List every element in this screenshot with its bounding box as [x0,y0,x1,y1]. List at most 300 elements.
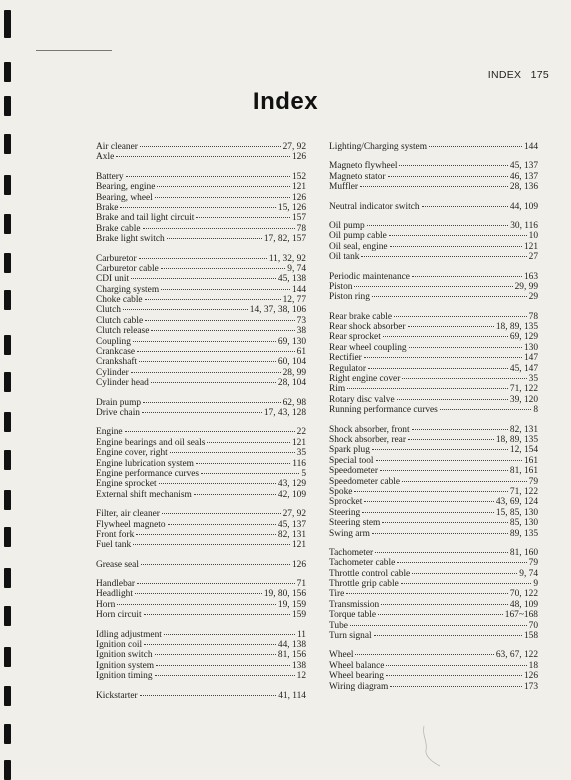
index-pages: 45, 137 [509,161,538,172]
index-pages: 27, 92 [282,509,306,520]
dot-leader [117,604,276,605]
dot-leader [136,534,276,535]
binding-ring [4,10,11,38]
dot-leader [116,156,290,157]
index-term: Running performance curves [329,405,438,416]
index-term: Sprocket [329,497,363,508]
index-term: Tire [329,589,345,600]
index-entry [329,631,538,641]
index-pages: 78 [296,223,306,234]
index-term: Axle [96,152,115,163]
index-group [96,142,306,163]
index-term: Idling adjustment [96,629,162,640]
index-term: Brake light switch [96,234,165,245]
index-term: Oil tank [329,252,360,263]
dot-leader [140,695,277,696]
index-pages: 44, 109 [509,201,538,212]
index-pages: 5 [301,468,306,479]
index-entry [96,579,306,589]
dot-leader [131,278,276,279]
index-term: Engine lubrication system [96,458,194,469]
pencil-mark [410,722,450,770]
index-entry [96,448,306,458]
dot-leader [440,409,531,410]
index-entry [96,650,306,660]
index-term: External shift mechanism [96,489,192,500]
index-term: Turn signal [329,631,372,642]
index-entry [329,529,538,539]
index-entry [329,343,538,353]
index-pages: 45, 147 [509,363,538,374]
index-pages: 70, 122 [509,589,538,600]
dot-leader [159,483,276,484]
dot-leader [137,351,295,352]
index-entry [329,466,538,476]
index-pages: 48, 109 [509,599,538,610]
index-pages: 11, 32, 92 [268,253,306,264]
dot-leader [168,524,276,525]
index-term: Lighting/Charging system [329,142,428,152]
dot-leader [372,296,527,297]
index-term: Shock absorber, rear [329,434,406,445]
dot-leader [157,186,290,187]
dot-leader [137,583,295,584]
index-term: Throttle grip cable [329,579,399,590]
index-entry [329,202,538,212]
index-entry [96,152,306,162]
page-header [482,69,549,81]
dot-leader [145,320,295,321]
index-entry [329,332,538,342]
index-entry [96,347,306,357]
dot-leader [382,522,508,523]
dot-leader [361,256,526,257]
index-term: Engine performance curves [96,468,200,479]
dot-leader [144,614,290,615]
dot-leader [408,439,494,440]
dot-leader [123,309,248,310]
binding-ring [4,490,11,510]
index-entry [329,221,538,231]
index-pages: 63, 67, 122 [495,650,538,661]
index-entry [329,569,538,579]
index-pages: 161 [523,455,538,466]
dot-leader [126,176,290,177]
index-pages: 17, 82, 157 [263,234,306,245]
index-term: Rear brake cable [329,311,392,322]
index-pages: 130 [523,342,538,353]
index-term: Steering [329,507,361,518]
binding-ring [4,62,11,82]
dot-leader [141,564,290,565]
index-entry [96,438,306,448]
index-term: Crankcase [96,347,136,358]
binding-ring [4,760,11,780]
index-term: Horn [96,599,116,610]
binding-ring [4,647,11,667]
index-pages: 121 [291,540,306,551]
index-pages: 126 [523,671,538,682]
index-entry [329,445,538,455]
dot-leader [383,336,508,337]
index-term: Ignition coil [96,640,143,651]
dot-leader [376,460,522,461]
index-entry [96,600,306,610]
index-term: Flywheel magneto [96,519,166,530]
index-pages: 126 [291,559,306,570]
index-entry [96,368,306,378]
page-number: 175 [530,69,549,81]
dot-leader [145,299,281,300]
index-pages: 8 [533,405,538,416]
dot-leader [429,146,522,147]
index-term: Periodic maintenance [329,271,410,282]
index-term: Wiring diagram [329,681,389,692]
index-entry [96,408,306,418]
index-term: Wheel [329,650,354,661]
index-term: Carburetor [96,253,137,264]
dot-leader [397,562,526,563]
index-pages: 35 [296,448,306,459]
index-term: Headlight [96,589,133,600]
dot-leader [364,501,493,502]
index-pages: 15, 85, 130 [495,507,538,518]
index-entry [329,353,538,363]
index-term: Wheel bearing [329,671,384,682]
index-term: Front fork [96,529,135,540]
page-title: Index [252,88,319,115]
index-pages: 29 [528,292,538,303]
binding-ring [4,412,11,432]
index-pages: 19, 159 [277,599,306,610]
dot-leader [133,544,290,545]
dot-leader [170,452,295,453]
index-pages: 45, 137 [277,519,306,530]
index-pages: 12 [296,671,306,682]
dot-leader [402,481,527,482]
binding-ring [4,527,11,547]
index-pages: 30, 116 [510,220,538,231]
index-pages: 9, 74 [287,263,306,274]
index-pages: 69, 130 [277,336,306,347]
index-term: Brake cable [96,223,141,234]
index-term: Drive chain [96,407,140,418]
binding-ring [4,175,11,195]
index-entry [96,398,306,408]
index-entry [329,272,538,282]
index-term: Spark plug [329,445,370,456]
index-pages: 28, 104 [277,378,306,389]
index-pages: 147 [523,353,538,364]
index-entry [329,589,538,599]
dot-leader [390,246,522,247]
index-entry [96,691,306,701]
index-term: Oil pump cable [329,231,387,242]
binding-ring [4,214,11,234]
index-entry [96,427,306,437]
index-pages: 116 [292,458,306,469]
index-entry [96,172,306,182]
index-entry [96,378,306,388]
index-pages: 158 [523,631,538,642]
index-pages: 28, 136 [509,182,538,193]
index-pages: 70 [528,620,538,631]
index-term: Choke cable [96,295,143,306]
index-term: Oil seal, engine [329,241,388,252]
dot-leader [143,228,295,229]
index-term: Ignition system [96,660,155,671]
dot-leader [354,286,512,287]
index-entry [329,172,538,182]
index-term: Brake [96,202,119,213]
index-entry [96,264,306,274]
binding-ring [4,253,11,273]
index-term: Bearing, wheel [96,192,153,203]
dot-leader [367,225,509,226]
index-pages: 62, 98 [282,397,306,408]
index-term: Carburetor cable [96,263,159,274]
index-term: Cylinder head [96,378,149,389]
dot-leader [347,388,508,389]
index-pages: 22 [296,427,306,438]
top-rule [36,50,112,51]
dot-leader [390,686,522,687]
index-pages: 18 [528,660,538,671]
dot-leader [167,238,262,239]
index-pages: 71, 122 [509,384,538,395]
spiral-binding [0,0,18,778]
index-entry [96,509,306,519]
index-pages: 19, 80, 156 [263,589,306,600]
index-entry [329,142,538,152]
index-group [96,560,306,570]
dot-leader [388,176,508,177]
index-term: Rectifier [329,353,362,364]
index-entry [329,661,538,671]
index-group [96,254,306,389]
index-entry [96,203,306,213]
dot-leader [125,431,295,432]
dot-leader [143,402,281,403]
dot-leader [394,316,527,317]
index-entry [329,364,538,374]
index-group [329,202,538,212]
index-entry [329,435,538,445]
index-term: Magneto stator [329,171,386,182]
index-term: Grease seal [96,559,139,570]
index-term: Steering stem [329,518,381,529]
index-pages: 14, 37, 38, 106 [249,305,306,316]
index-pages: 35 [528,374,538,385]
index-entry [96,224,306,234]
index-term: Swing arm [329,528,370,539]
index-entry [96,540,306,550]
index-entry [96,530,306,540]
index-group [96,398,306,419]
index-pages: 41, 114 [278,690,306,701]
index-pages: 81, 160 [509,547,538,558]
index-term: Wheel balance [329,660,385,671]
dot-leader [207,442,290,443]
index-term: Tube [329,620,348,631]
index-term: Brake and tail light circuit [96,213,195,224]
index-pages: 12, 154 [509,445,538,456]
index-entry [329,231,538,241]
index-term: Handlebar [96,579,136,590]
index-column-left [96,142,306,710]
index-pages: 163 [523,271,538,282]
index-entry [329,621,538,631]
index-term: Rear wheel coupling [329,342,407,353]
index-pages: 27, 92 [282,142,306,152]
index-entry [329,282,538,292]
index-pages: 43, 129 [277,479,306,490]
dot-leader [194,494,276,495]
index-pages: 71, 122 [509,486,538,497]
dot-leader [380,470,508,471]
index-term: Bearing, engine [96,182,156,193]
index-pages: 144 [523,142,538,152]
index-entry [96,671,306,681]
index-entry [329,682,538,692]
index-entry [329,395,538,405]
index-pages: 18, 89, 135 [495,434,538,445]
dot-leader [140,146,281,147]
index-entry [96,589,306,599]
index-entry [96,316,306,326]
index-group [96,691,306,701]
dot-leader [120,207,275,208]
index-term: Engine [96,427,123,438]
index-pages: 85, 130 [509,518,538,529]
index-pages: 44, 138 [277,640,306,651]
index-term: Ignition switch [96,650,153,661]
index-entry [96,610,306,620]
index-entry [329,425,538,435]
index-entry [96,326,306,336]
index-pages: 126 [291,192,306,203]
dot-leader [409,347,522,348]
binding-ring [4,686,11,706]
dot-leader [135,593,262,594]
index-pages: 61 [296,347,306,358]
dot-leader [144,644,276,645]
dot-leader [360,186,508,187]
index-term: Special tool [329,455,374,466]
index-term: Clutch release [96,326,150,337]
index-pages: 11 [296,629,306,640]
index-term: Tachometer [329,547,374,558]
dot-leader [401,583,532,584]
dot-leader [155,197,290,198]
index-term: Engine bearings and oil seals [96,437,206,448]
binding-ring [4,335,11,355]
index-group [96,630,306,682]
index-pages: 81, 161 [509,466,538,477]
index-term: Shock absorber, front [329,424,410,435]
dot-leader [133,341,276,342]
binding-ring [4,290,11,310]
index-entry [329,374,538,384]
dot-leader [161,268,286,269]
binding-ring [4,568,11,588]
index-entry [96,142,306,152]
index-entry [96,469,306,479]
index-pages: 17, 43, 128 [263,407,306,418]
index-pages: 152 [291,171,306,182]
dot-leader [397,399,508,400]
index-pages: 15, 126 [277,202,306,213]
index-pages: 69, 129 [509,332,538,343]
index-group [329,161,538,192]
index-term: Engine sprocket [96,479,157,490]
index-term: Throttle control cable [329,568,411,579]
index-pages: 82, 131 [509,424,538,435]
index-term: Speedometer [329,466,378,477]
index-entry [96,337,306,347]
index-entry [329,292,538,302]
dot-leader [375,552,508,553]
index-term: Piston [329,281,353,292]
index-entry [329,252,538,262]
dot-leader [362,512,494,513]
dot-leader [386,675,522,676]
index-term: Fuel tank [96,540,132,551]
index-entry [329,610,538,620]
index-entry [329,650,538,660]
index-term: Ignition timing [96,671,153,682]
dot-leader [201,473,299,474]
dot-leader [156,665,290,666]
index-pages: 39, 120 [509,394,538,405]
index-term: Piston ring [329,292,370,303]
dot-leader [139,361,276,362]
dot-leader [139,258,267,259]
index-group [96,172,306,245]
index-entry [329,456,538,466]
index-pages: 121 [291,437,306,448]
dot-leader [399,165,507,166]
index-pages: 42, 109 [277,489,306,500]
index-pages: 27 [528,252,538,263]
index-term: Rear shock absorber [329,322,406,333]
index-pages: 28, 99 [282,367,306,378]
dot-leader [364,357,522,358]
index-pages: 60, 104 [277,357,306,368]
index-entry [96,490,306,500]
dot-leader [412,429,508,430]
dot-leader [162,513,281,514]
header-label: INDEX [487,69,522,81]
index-entry [96,193,306,203]
dot-leader [412,573,517,574]
index-entry [96,640,306,650]
index-pages: 121 [523,241,538,252]
dot-leader [164,634,295,635]
index-pages: 79 [528,558,538,569]
index-pages: 9, 74 [519,568,538,579]
index-entry [96,520,306,530]
dot-leader [196,463,290,464]
index-group [329,142,538,152]
index-entry [96,479,306,489]
index-pages: 79 [528,476,538,487]
index-entry [329,497,538,507]
dot-leader [374,635,522,636]
index-term: Battery [96,171,124,182]
index-term: Regulator [329,363,366,374]
index-entry [329,671,538,681]
